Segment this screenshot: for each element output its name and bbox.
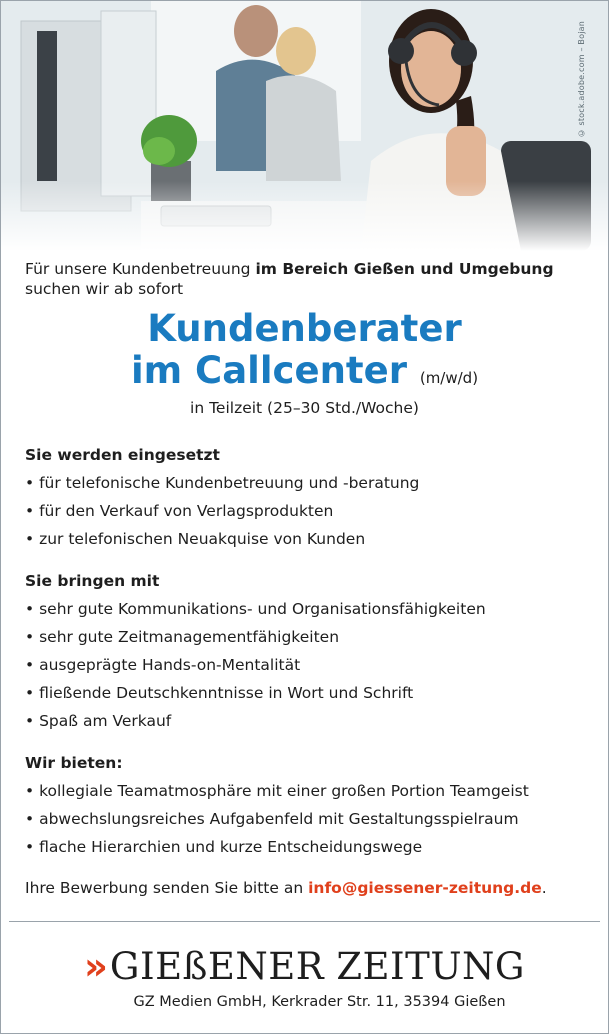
- callcenter-photo: [1, 1, 608, 251]
- company-address: GZ Medien GmbH, Kerkrader Str. 11, 35394 Gießen: [133, 994, 506, 1010]
- intro-text: [25, 259, 595, 299]
- list-item: • zur telefonischen Neuakquise von Kunden: [25, 525, 600, 553]
- list-item: • sehr gute Zeitmanagementfähigkeiten: [25, 623, 600, 651]
- list-item: • fließende Deutschkenntnisse in Wort und Schrift: [25, 679, 600, 707]
- intro-prefix: Für unsere Kundenbetreuung: [25, 260, 256, 278]
- logo-name: GIEßENER ZEITUNG: [109, 945, 525, 988]
- list-item: • abwechslungsreiches Aufgabenfeld mit Gestaltungsspielraum: [25, 805, 600, 833]
- footer-divider: [9, 921, 600, 922]
- photo-credit: © stock.adobe.com – Bojan: [577, 21, 586, 138]
- job-title-line1: Kundenberater: [147, 307, 462, 350]
- section-requirements: [25, 567, 600, 735]
- list-item: • flache Hierarchien und kurze Entscheidungswege: [25, 833, 600, 861]
- list-item: • für den Verkauf von Verlagsprodukten: [25, 497, 600, 525]
- list-item: • für telefonische Kundenbetreuung und -beratung: [25, 469, 600, 497]
- intro-region: im Bereich Gießen und Umgebung: [255, 260, 554, 278]
- section-heading: Sie werden eingesetzt: [25, 446, 220, 464]
- chevron-logo-icon: »: [84, 945, 102, 988]
- list-item: • ausgeprägte Hands-on-Mentalität: [25, 651, 600, 679]
- section-offer: [25, 749, 600, 861]
- email-link[interactable]: info@giessener-zeitung.de: [308, 879, 542, 897]
- section-heading: Sie bringen mit: [25, 572, 160, 590]
- photo-fade: [1, 181, 608, 251]
- list-item: • sehr gute Kommunikations- und Organisationsfähigkeiten: [25, 595, 600, 623]
- job-title-line2-wrap: [1, 349, 608, 400]
- list-item: • Spaß am Verkauf: [25, 707, 600, 735]
- apply-text: Ihre Bewerbung senden Sie bitte an: [25, 879, 309, 897]
- list-item: • kollegiale Teamatmosphäre mit einer großen Portion Teamgeist: [25, 777, 600, 805]
- job-title-line2: im Callcenter: [130, 349, 407, 392]
- application-line: [25, 879, 547, 897]
- intro-line2: suchen wir ab sofort: [25, 280, 184, 298]
- gender-note: (m/w/d): [419, 369, 479, 387]
- working-hours: in Teilzeit (25–30 Std./Woche): [190, 399, 419, 417]
- newspaper-logo: [1, 945, 608, 989]
- section-tasks: [25, 441, 600, 553]
- apply-end: .: [541, 879, 547, 897]
- section-heading: Wir bieten:: [25, 754, 123, 772]
